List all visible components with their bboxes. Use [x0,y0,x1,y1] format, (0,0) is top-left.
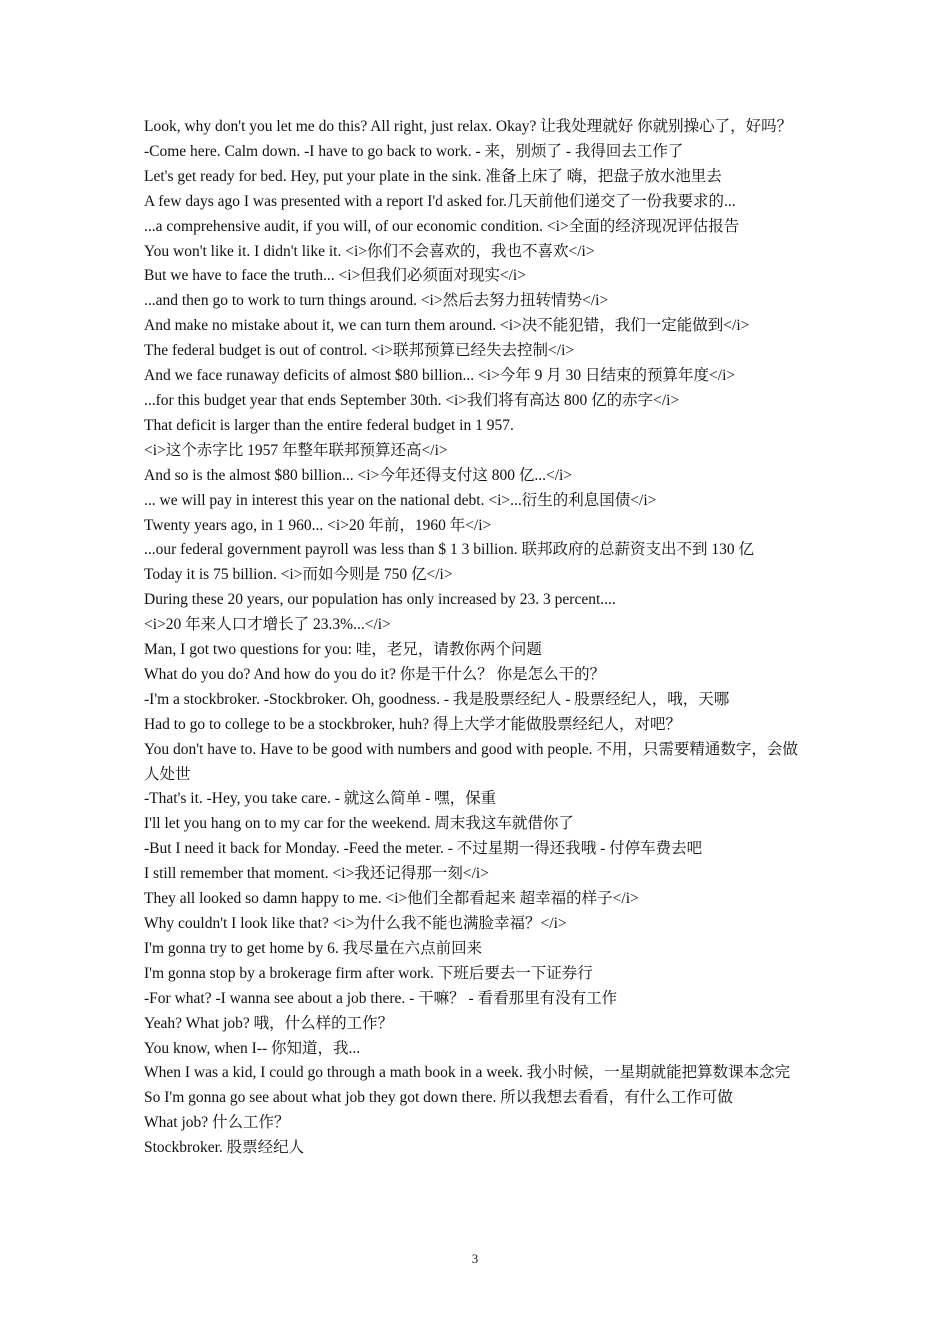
subtitle-line: Let's get ready for bed. Hey, put your plate in the sink. 准备上床了 嗨，把盘子放水池里去 [144,167,722,185]
subtitle-line: Look, why don't you let me do this? All right, just relax. Okay? 让我处理就好 你就别操心了，好吗？ [144,118,793,135]
subtitle-line: -That's it. -Hey, you take care. - 就这么简单 - 嘿，保重 [144,790,497,808]
subtitle-line: I'll let you hang on to my car for the weekend. 周末我这车就借你了 [144,815,574,833]
subtitle-line: What job? 什么工作？ [144,1114,290,1132]
subtitle-line: I'm gonna try to get home by 6. 我尽量在六点前回来 [144,939,483,957]
subtitle-line: You won't like it. I didn't like it. <i>你们不会喜欢的，我也不喜欢</i> [144,242,595,260]
subtitle-line: Yeah? What job? 哦，什么样的工作？ [144,1014,394,1032]
subtitle-line: -Come here. Calm down. -I have to go back to work. - 来，别烦了 - 我得回去工作了 [144,142,684,160]
subtitle-line: And make no mistake about it, we can turn them around. <i>决不能犯错，我们一定能做到</i> [144,317,750,335]
subtitle-line: And so is the almost $80 billion... <i>今年还得支付这 800 亿...</i> [144,466,573,484]
subtitle-line: During these 20 years, our population has only increased by 23. 3 percent.... [144,591,616,609]
subtitle-line: When I was a kid, I could go through a math book in a week. 我小时候，一星期就能把算数课本念完 [144,1064,791,1082]
subtitle-line: Stockbroker. 股票经纪人 [144,1139,305,1157]
subtitle-line: -I'm a stockbroker. -Stockbroker. Oh, goodness. - 我是股票经纪人 - 股票经纪人，哦，天哪 [144,690,730,708]
subtitle-line: You know, when I-- 你知道，我... [144,1039,361,1057]
subtitle-line: Why couldn't I look like that? <i>为什么我不能也满脸幸福？</i> [144,915,567,932]
subtitle-line: <i>这个赤字比 1957 年整年联邦预算还高</i> [144,441,448,459]
subtitle-line: Had to go to college to be a stockbroker, huh? 得上大学才能做股票经纪人，对吧？ [144,715,682,733]
subtitle-text-block [144,115,812,1161]
subtitle-line: The federal budget is out of control. <i>联邦预算已经失去控制</i> [144,342,575,360]
subtitle-line: A few days ago I was presented with a report I'd asked for.几天前他们递交了一份我要求的... [144,192,736,210]
subtitle-line: So I'm gonna go see about what job they got down there. 所以我想去看看，有什么工作可做 [144,1089,733,1107]
subtitle-line: Man, I got two questions for you: 哇，老兄，请教你两个问题 [144,641,542,659]
subtitle-line: They all looked so damn happy to me. <i>他们全都看起来 超幸福的样子</i> [144,890,639,908]
subtitle-line: ...our federal government payroll was less than $ 1 3 billion. 联邦政府的总薪资支出不到 130 亿 [144,541,755,559]
subtitle-line: ... we will pay in interest this year on the national debt. <i>...衍生的利息国债</i> [144,491,657,509]
subtitle-line: I'm gonna stop by a brokerage firm after work. 下班后要去一下证券行 [144,964,593,982]
subtitle-line: You don't have to. Have to be good with numbers and good with people. 不用，只需要精通数字，会做人处世 [144,740,798,783]
subtitle-line: I still remember that moment. <i>我还记得那一刻</i> [144,865,489,883]
subtitle-line: And we face runaway deficits of almost $80 billion... <i>今年 9 月 30 日结束的预算年度</i> [144,367,736,385]
subtitle-line: ...a comprehensive audit, if you will, of our economic condition. <i>全面的经济现况评估报告 [144,217,740,235]
subtitle-line: Today it is 75 billion. <i>而如今则是 750 亿</i> [144,566,453,584]
subtitle-line: That deficit is larger than the entire federal budget in 1 957. [144,416,514,434]
subtitle-line: -For what? -I wanna see about a job there. - 干嘛？ - 看看那里有没有工作 [144,989,618,1007]
subtitle-line: -But I need it back for Monday. -Feed the meter. - 不过星期一得还我哦 - 付停车费去吧 [144,840,703,858]
subtitle-line: <i>20 年来人口才增长了 23.3%...</i> [144,616,391,634]
subtitle-line: But we have to face the truth... <i>但我们必须面对现实</i> [144,267,526,285]
subtitle-line: Twenty years ago, in 1 960... <i>20 年前，1960 年</i> [144,516,492,534]
page-number: 3 [471,1251,479,1266]
subtitle-line: ...and then go to work to turn things around. <i>然后去努力扭转情势</i> [144,292,609,310]
subtitle-line: ...for this budget year that ends September 30th. <i>我们将有高达 800 亿的赤字</i> [144,391,680,409]
subtitle-line: What do you do? And how do you do it? 你是干什么？ 你是怎么干的？ [144,665,606,683]
